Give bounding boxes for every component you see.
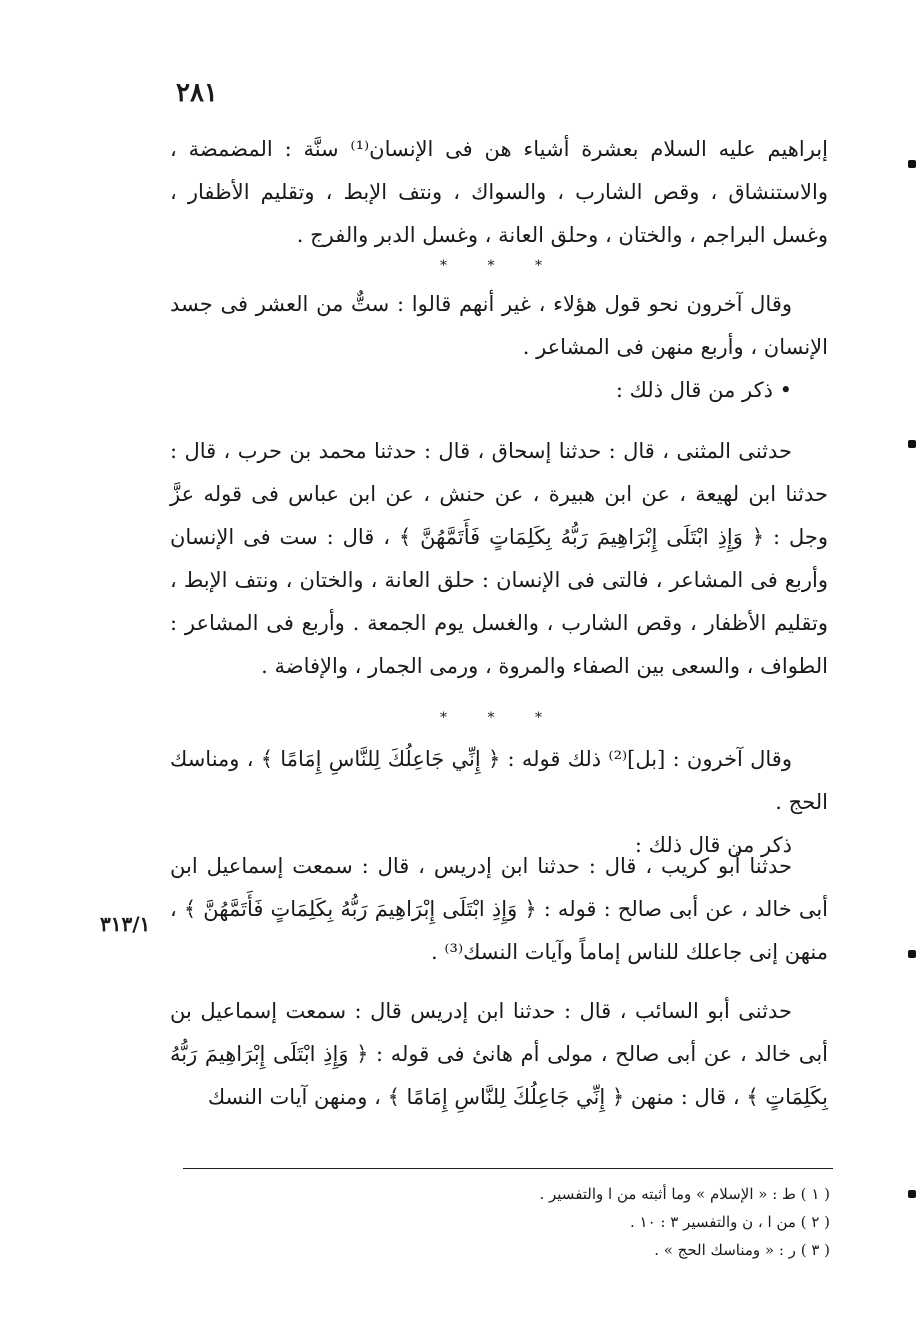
paragraph-6: [170, 990, 828, 1119]
margin-reference: ٣١٣/١: [100, 912, 151, 936]
paragraph-text: وقال آخرون : [بل]⁽²⁾ ذلك قوله : ﴿ إِنِّي جَاعِلُكَ لِلنَّاسِ إِمَامًا ﴾ ، ومناسك الحج .: [170, 747, 828, 814]
chain-heading: ذكر من قال ذلك :: [634, 833, 792, 857]
page-number: ٢٨١: [176, 78, 218, 108]
binding-mark: [908, 440, 916, 448]
paragraph-3: [170, 430, 828, 688]
chain-heading: • ذكر من قال ذلك :: [615, 378, 792, 402]
footnotes: [420, 1180, 830, 1264]
paragraph-1: [170, 128, 828, 257]
section-separator: * * *: [440, 710, 560, 726]
section-separator: * * *: [440, 258, 560, 274]
paragraph-text: وقال آخرون نحو قول هؤلاء ، غير أنهم قالوا : ستٌّ من العشر فى جسد الإنسان ، وأربع منهن فى المشاعر .: [170, 292, 828, 359]
footnote-2: ( ٢ ) من ا ، ن والتفسير ٣ : ١٠ .: [629, 1213, 830, 1231]
footnote-divider: [183, 1168, 833, 1169]
paragraph-2: [170, 283, 828, 412]
binding-mark: [908, 950, 916, 958]
binding-mark: [908, 160, 916, 168]
paragraph-5: [170, 845, 828, 974]
paragraph-text: حدثنى أبو السائب ، قال : حدثنا ابن إدريس قال : سمعت إسماعيل بن أبى خالد ، عن أبى صالح ، مولى أم هانئ فى قوله : ﴿ وَإِذِ ابْتَلَى إِبْرَاهِيمَ رَبُّهُ بِكَلِمَاتٍ ﴾ ، قال : منهن ﴿ إِنِّي جَاعِلُكَ لِلنَّاسِ إِمَامًا ﴾ ، ومنهن آيات النسك: [170, 999, 828, 1109]
footnote-3: ( ٣ ) ر : « ومناسك الحج » .: [654, 1241, 830, 1259]
paragraph-text: حدثنى المثنى ، قال : حدثنا إسحاق ، قال : حدثنا محمد بن حرب ، قال : حدثنا ابن لهيعة ، عن ابن هبيرة ، عن حنش ، عن ابن عباس فى قوله عزَّ وجل : ﴿ وَإِذِ ابْتَلَى إِبْرَاهِيمَ رَبُّهُ بِكَلِمَاتٍ فَأَتَمَّهُنَّ ﴾ ، قال : ست فى الإنسان وأربع فى المشاعر ، فالتى فى الإنسان : حلق العانة ، والختان ، ونتف الإبط ، وتقليم الأظفار ، وقص الشارب ، والغسل يوم الجمعة . وأربع فى المشاعر : الطواف ، والسعى بين الصفاء والمروة ، ورمى الجمار ، والإفاضة .: [170, 439, 828, 678]
binding-mark: [908, 1190, 916, 1198]
footnote-1: ( ١ ) ط : « الإسلام » وما أثبته من ا والتفسير .: [539, 1185, 830, 1203]
paragraph-text: حدثنا أبو كريب ، قال : حدثنا ابن إدريس ، قال : سمعت إسماعيل ابن أبى خالد ، عن أبى صالح : قوله : ﴿ وَإِذِ ابْتَلَى إِبْرَاهِيمَ رَبُّهُ بِكَلِمَاتٍ فَأَتَمَّهُنَّ ﴾ ، منهن إنى جاعلك للناس إماماً وآيات النسك⁽³⁾ .: [170, 854, 828, 964]
paragraph-text: إبراهيم عليه السلام بعشرة أشياء هن فى الإنسان⁽¹⁾ سنَّة : المضمضة ، والاستنشاق ، وقص الشارب ، والسواك ، ونتف الإبط ، وتقليم الأظفار ، وغسل البراجم ، والختان ، وحلق العانة ، وغسل الدبر والفرج .: [170, 137, 828, 247]
